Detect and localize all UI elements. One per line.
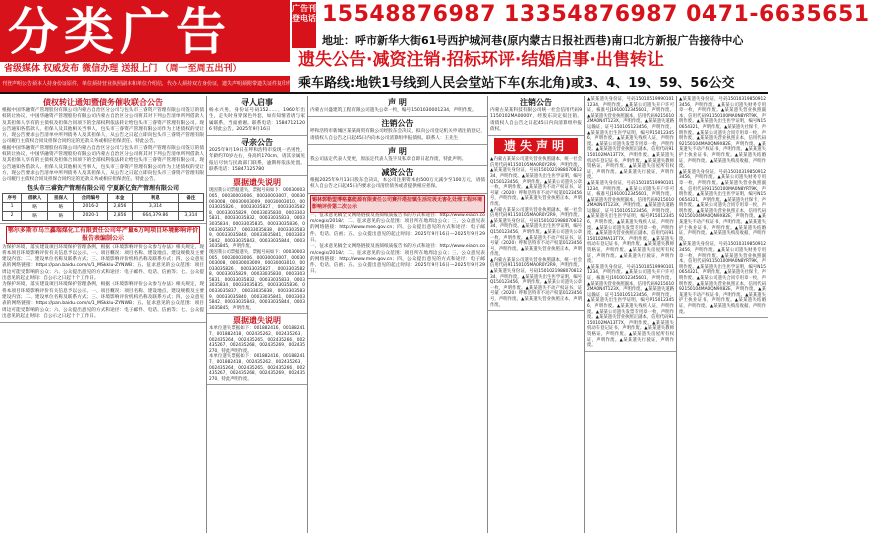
service-list: 遗失公告·减资注销·招标环评·结婚启事·出售转让 (298, 50, 664, 70)
relative-search-text: 2025年9月19日在呼和浩特市发现一名男性，年龄约70岁左右，身高约170cm，请其亲属见报后尽快与民政部门联系，逾期将依法处置。联系电话：15847125780 (209, 148, 305, 173)
debt-notice-text-cont: 根据中国华融资产管理股份有限公司内蒙古自治区分公司与包头市三睿资产管理有限公司签订的债权转让协议，中国华融资产管理股份有限公司内蒙古自治区分公司将其对下列公告清单所列借款人及其担保人享有的主债权及担保合同项下的全部权利依法转让给包头市三睿资产管理有限公司。现公告通知各借款人、担保人及其他相关当事人，包头市三睿资产管理有限公司作为上述债权的受让方，现公告要求公告清单中所列债务人及其担保人，从公告之日起立即向包头市三睿资产管理有限公司履行主债权合同及担保合同约定的还款义务或相应担保责任。特此公告。 (2, 145, 204, 183)
missing-person-notice (207, 96, 307, 136)
ticket-loss-title-1: 票据遗失说明 (233, 178, 281, 188)
table-cell: 略 (48, 211, 74, 220)
debt-notice (0, 96, 206, 224)
eia-second-text: 一、征求意见稿全文网络链接及查阅纸质报告书的方式和途径：http://www.eiacn.com/cegis/2018/；二、征求意见的公众范围：项目所在地周边公众；三、公众意见表的网络链接：http://www.mee.gov.cn；四、公众提出意见的方式和途径：电子邮件、电话、信函；五、公众提出意见的起止时间：2025年9月16日—2025年9月29日。 (310, 212, 485, 243)
table-header: 序号 (3, 193, 22, 202)
ticket-loss-text-2: 本单位遗失票据如下：001882416、001882417、001882418、002435262、002435263、002435264、002435265、002435266、002435267、002435268、002435269、002435270，特此声明作废。 (209, 326, 305, 354)
capital-reduction-text: 根据2025年9月13日股东会决议，本公司注册资本由500万元减少至100万元，请债权人自公告之日起45日内要求公司清偿债务或者提供相应担保。 (310, 178, 485, 190)
capital-reduction-notice (308, 166, 487, 194)
masthead (0, 0, 870, 92)
missing-person-text: 杨永兴男，身份证号码152……，1960年出生，走失时身穿深色外套，如有知情者请与家属联系，当面重谢。联系电话：15847121206 特此公告。2025年9月16日 (209, 108, 305, 132)
statement-2 (308, 145, 487, 166)
statement-2-title: 声 明 (388, 146, 407, 156)
column-4 (488, 96, 585, 533)
statement-1 (308, 96, 487, 117)
ticket-loss-text-1-cont: 现因我公司票据遗失，票据号码如下：00030003005、00030003006、00030003007、00030003008、00030003009、00030003010、00033035826、00033035827、00033035828、00033035829、00033035830、00033035831、00033035832、00033035833、00033035834、00033035835、00033035836、00033035837、00033035838、00033035839、00033035840、00033035841、00033035842、00033035843、00033035844、00033035845，声明作废。 (209, 249, 305, 311)
table-cell (178, 202, 203, 211)
cancellation-notice (308, 117, 487, 145)
lost-list-col6-text-cont2: ▲某某遗失身份证，号码150103198509123456，声明作废。▲某某公司遗失财务专用章一枚，声明作废。▲某某遗失营业执照副本，信用代码91150100MA0N8YRT9K，声明作废。▲某某遗失出生医学证明，编号N150654321，声明作废。▲某某遗失社保卡，声明作废。▲某某公司遗失合同专用章一枚，声明作废。▲某某遗失营业执照正本，信用代码92150104MA0QN9X82E，声明作废。▲某某遗失不动产权证书，声明作废。▲某某遗失护士执业证书，声明作废。▲某某遗失结婚证，声明作废。▲某某遗失购房收据，声明作废。 (679, 242, 766, 315)
statement-1-title: 声 明 (388, 98, 407, 107)
table-cell: 略 (22, 211, 48, 220)
column-3 (308, 96, 488, 533)
cancellation-title-2: 注销公告 (520, 98, 552, 107)
ticket-loss-text-1: 现因我公司票据遗失，票据号码如下：00030003005、00030003006、00030003007、00030003008、00030003009、00030003010、00033035826、00033035827、00033035828、00033035829、00033035830、00033035831、00033035832、00033035833、00033035834、00033035835、00033035836、00033035837、00033035838、00033035839、00033035840、00033035841、00033035842、00033035843、00033035844、00033035845，声明作废。 (209, 188, 305, 250)
table-cell: 略 (22, 202, 48, 211)
lost-list-col5-text-cont2: ▲某某遗失身份证，号码150105199901011234，声明作废。▲某某公司遗失开户许可证，核准号J1910012345601，声明作废。▲某某遗失营业执照副本，信用代码92150102MA0N4T123X，声明作废。▲某某遗失道路运输证，证号150105123456，声明作废。▲某某遗失出生医学证明，编号P150123456，声明作废。▲某某遗失残疾人证，声明作废。▲某某公司遗失发票专用章一枚，声明作废。▲某某遗失营业执照正副本，信用代码91150102MA13T7X，声明作废。▲某某遗失机动车登记证书，声明作废。▲某某遗失教师资格证，声明作废。▲某某遗失房屋所有权证，声明作废。▲某某遗失行驶证，声明作废。 (587, 264, 674, 349)
debt-notice-signature: 包头市三睿资产管理有限公司 宁夏新亿资产管理有限公司 (26, 184, 180, 192)
ticket-loss-title-2: 票据遗失说明 (233, 316, 281, 326)
lost-statements-text: ▲内蒙古某某公司遗失营业执照副本，统一社会信用代码91150105MA0R0Y2R9，声明作废。▲某某遗失身份证，号码150102198807081234，声明作废。▲某某遗失出生医学证明，编号Q150123456，声明作废。▲某某公司遗失公章一枚，声明作废。▲某某遗失不动产权证书，证号蒙（2020）呼和浩特市不动产权第0123456号，声明作废。▲某某遗失营业执照正本，声明作废。 (490, 157, 582, 207)
header-rule (0, 92, 768, 94)
ticket-loss-notice-1 (207, 176, 307, 314)
statement-2-text: 我公司法定代表人变更，原法定代表人签字及私章自即日起作废，特此声明。 (310, 156, 467, 162)
eia-notice-title: 鄂尔多斯市乌兰鑫瑞煤化工有限责任公司年产量6万吨项目环境影响评价报告表编制公示 (7, 226, 199, 242)
capital-reduction-title: 减资公告 (381, 168, 414, 178)
lost-list-col5 (585, 96, 676, 352)
table-cell: 略 (48, 202, 74, 211)
eia-second-notice (308, 194, 487, 279)
table-cell: 2020-1 (74, 211, 107, 220)
table-row (3, 202, 204, 211)
eia-notice (0, 224, 206, 324)
missing-person-title: 寻人启事 (241, 98, 273, 107)
statement-1-text: 内蒙古兴盛建筑工程有限公司遗失公章一枚，编号1501030001234，声明作废。 (310, 108, 477, 113)
lost-statements-text-cont2: ▲内蒙古某某公司遗失营业执照副本，统一社会信用代码91150105MA0R0Y2R9，声明作废。▲某某遗失身份证，号码150102198807081234，声明作废。▲某某遗失出生医学证明，编号Q150123456，声明作废。▲某某公司遗失公章一枚，声明作废。▲某某遗失不动产权证书，证号蒙（2020）呼和浩特市不动产权第0123456号，声明作废。▲某某遗失营业执照正本，声明作废。 (490, 257, 582, 308)
table-cell: 3,314 (133, 202, 179, 211)
address: 地址：呼市新华大街61号西护城河巷(原内蒙古日报社西巷)南口北方新报广告接待中心 (322, 34, 744, 47)
cancellation-title: 注销公告 (381, 119, 414, 129)
column-6 (677, 96, 768, 533)
table-cell: 664,379.86 (133, 211, 179, 220)
phone-numbers: 15548876987 13354876987 0471-6635651 (322, 2, 870, 27)
column-1 (0, 96, 207, 533)
slogan-bar (0, 62, 290, 76)
cancellation-text-2: 内蒙古某某科技有限公司统一社会信用代码91150102MA0000Y，经股东决定拟注销，请债权人自公告之日起45日内向清算组申报债权。 (490, 108, 582, 132)
phone-label: 广告刊登电话 (292, 2, 316, 48)
debt-notice-text: 根据中国华融资产管理股份有限公司内蒙古自治区分公司与包头市三睿资产管理有限公司签订的债权转让协议，中国华融资产管理股份有限公司内蒙古自治区分公司将其对下列公告清单所列借款人及其担保人享有的主债权及担保合同项下的全部权利依法转让给包头市三睿资产管理有限公司。现公告通知各借款人、担保人及其他相关当事人，包头市三睿资产管理有限公司作为上述债权的受让方，现公告要求公告清单中所列债务人及其担保人，从公告之日起立即向包头市三睿资产管理有限公司履行主债权合同及担保合同约定的还款义务或相应担保责任。特此公告。 (2, 108, 204, 145)
ticket-loss-text-2-cont: 本单位遗失票据如下：001882416、001882417、001882418、002435262、002435263、002435264、002435265、002435266、002435267、002435268、002435269、002435270，特此声明作废。 (209, 354, 305, 382)
eia-notice-text-cont: 为保护环境，落实建设项目环境保护管理条例，根据《环境影响评价公众参与办法》相关规定，现将本项目环境影响评价有关信息予以公示。一、项目概况：项目名称、建设地点、建设规模及主要建设内容；二、建设单位名称及联系方式；三、环境影响评价机构名称及联系方式；四、公众意见表的网络链接：https://pan.baidu.com/s/1_MSkklu-ZYNWB；五、征求意见的公众范围：项目周边可能受影响的公众；六、公众提出意见的方式和途径：电子邮件、电话、信函等；七、公众提出意见的起止时间：自公示之日起十个工作日。 (2, 282, 204, 319)
table-cell: 2,856 (107, 202, 132, 211)
ticket-loss-notice-2 (207, 314, 307, 385)
table-row (3, 211, 204, 220)
logo-title: 分类广告 (8, 3, 232, 61)
lost-statement-banner: 遗失声明 (494, 138, 578, 154)
relative-search-title: 寻亲公告 (241, 138, 273, 148)
lost-list-col6-text: ▲某某遗失身份证，号码150103198509123456，声明作废。▲某某公司遗失财务专用章一枚，声明作废。▲某某遗失营业执照副本，信用代码91150100MA0N8YRT9K，声明作废。▲某某遗失出生医学证明，编号N150654321，声明作废。▲某某遗失社保卡，声明作废。▲某某公司遗失合同专用章一枚，声明作废。▲某某遗失营业执照正本，信用代码92150104MA0QN9X82E，声明作废。▲某某遗失不动产权证书，声明作废。▲某某遗失护士执业证书，声明作废。▲某某遗失结婚证，声明作废。▲某某遗失购房收据，声明作废。 (679, 97, 766, 170)
table-cell: 2 (3, 211, 22, 220)
lost-list-col6-text-cont: ▲某某遗失身份证，号码150103198509123456，声明作废。▲某某公司遗失财务专用章一枚，声明作废。▲某某遗失营业执照副本，信用代码91150100MA0N8YRT9K，声明作废。▲某某遗失出生医学证明，编号N150654321，声明作废。▲某某遗失社保卡，声明作废。▲某某公司遗失合同专用章一枚，声明作废。▲某某遗失营业执照正本，信用代码92150104MA0QN9X82E，声明作废。▲某某遗失不动产权证书，声明作废。▲某某遗失护士执业证书，声明作废。▲某某遗失结婚证，声明作废。▲某某遗失购房收据，声明作废。 (679, 169, 766, 242)
table-header: 利息 (133, 193, 179, 202)
cancellation-text: 呼和浩特市新城区某某商贸有限公司经股东会决议，拟向公司登记机关申请注销登记，请债权人自公告之日起45日内向本公司清算组申报债权。联系人：王先生 (310, 129, 485, 141)
lost-list-col5-text-cont: ▲某某遗失身份证，号码150105199901011234，声明作废。▲某某公司遗失开户许可证，核准号J1910012345601，声明作废。▲某某遗失营业执照副本，信用代码92150102MA0N4T123X，声明作废。▲某某遗失道路运输证，证号150105123456，声明作废。▲某某遗失出生医学证明，编号P150123456，声明作废。▲某某遗失残疾人证，声明作废。▲某某公司遗失发票专用章一枚，声明作废。▲某某遗失营业执照正副本，信用代码91150102MA13T7X，声明作废。▲某某遗失机动车登记证书，声明作废。▲某某遗失教师资格证，声明作废。▲某某遗失房屋所有权证，声明作废。▲某某遗失行驶证，声明作废。 (587, 180, 674, 265)
eia-second-text-cont: 一、征求意见稿全文网络链接及查阅纸质报告书的方式和途径：http://www.eiacn.com/cegis/2018/；二、征求意见的公众范围：项目所在地周边公众；三、公众意见表的网络链接：http://www.mee.gov.cn；四、公众提出意见的方式和途径：电子邮件、电话、信函；五、公众提出意见的起止时间：2025年9月16日—2025年9月29日。 (310, 244, 485, 275)
logo-block (0, 0, 298, 92)
cancellation-notice-2 (488, 96, 584, 136)
slogan: 省级媒体 权威发布 微信办理 送报上门 （周一至周五出刊） (4, 64, 242, 74)
lost-list-col5-text: ▲某某遗失身份证，号码150105199901011234，声明作废。▲某某公司遗失开户许可证，核准号J1910012345601，声明作废。▲某某遗失营业执照副本，信用代码92150102MA0N4T123X，声明作废。▲某某遗失道路运输证，证号150105123456，声明作废。▲某某遗失出生医学证明，编号P150123456，声明作废。▲某某遗失残疾人证，声明作废。▲某某公司遗失发票专用章一枚，声明作废。▲某某遗失营业执照正副本，信用代码91150102MA13T7X，声明作废。▲某某遗失机动车登记证书，声明作废。▲某某遗失教师资格证，声明作废。▲某某遗失房屋所有权证，声明作废。▲某某遗失行驶证，声明作废。 (587, 97, 674, 181)
column-5 (585, 96, 677, 533)
lost-statements-text-cont: ▲内蒙古某某公司遗失营业执照副本，统一社会信用代码91150105MA0R0Y2R9，声明作废。▲某某遗失身份证，号码150102198807081234，声明作废。▲某某遗失出生医学证明，编号Q150123456，声明作废。▲某某公司遗失公章一枚，声明作废。▲某某遗失不动产权证书，证号蒙（2020）呼和浩特市不动产权第0123456号，声明作废。▲某某遗失营业执照正本，声明作废。 (490, 207, 582, 258)
relative-search-notice (207, 136, 307, 176)
table-header: 备注 (178, 193, 203, 202)
route-info: 乘车路线:地铁1号线到人民会堂站下车(东北角)或3、4、19、59、56公交 (298, 76, 735, 91)
submission-note: 刊登声明公告须本人持身份证原件，单位须持营业执照副本和单位介绍信，代办人须持双方身份证，遗失声明须附带遗失证件复印件。 (2, 81, 298, 87)
column-2 (207, 96, 308, 533)
eia-notice-text: 为保护环境，落实建设项目环境保护管理条例，根据《环境影响评价公众参与办法》相关规定，现将本项目环境影响评价有关信息予以公示。一、项目概况：项目名称、建设地点、建设规模及主要建设内容；二、建设单位名称及联系方式；三、环境影响评价机构名称及联系方式；四、公众意见表的网络链接：https://pan.baidu.com/s/1_MSkklu-ZYNWB；五、征求意见的公众范围：项目周边可能受影响的公众；六、公众提出意见的方式和途径：电子邮件、电话、信函等；七、公众提出意见的起止时间：自公示之日起十个工作日。 (2, 244, 204, 282)
table-cell: 3,314 (178, 211, 203, 220)
table-header: 借款人 (22, 193, 48, 202)
debt-notice-title: 债权转让通知暨债务催收联合公告 (43, 98, 163, 107)
debt-table (2, 193, 204, 221)
table-cell: 2,856 (107, 211, 132, 220)
table-header: 本金 (107, 193, 132, 202)
table-cell: 1 (3, 202, 22, 211)
table-cell: 2016-2 (74, 202, 107, 211)
table-header: 合同编号 (74, 193, 107, 202)
lost-statements-list (488, 156, 584, 311)
eia-second-title: 锡林郭勒盟博格嘉能源有限责任公司赛汗塔拉镇生活垃圾无害化处理工程环境影响评价第二次公示 (310, 195, 485, 213)
lost-list-col6 (677, 96, 768, 318)
table-header: 担保人 (48, 193, 74, 202)
